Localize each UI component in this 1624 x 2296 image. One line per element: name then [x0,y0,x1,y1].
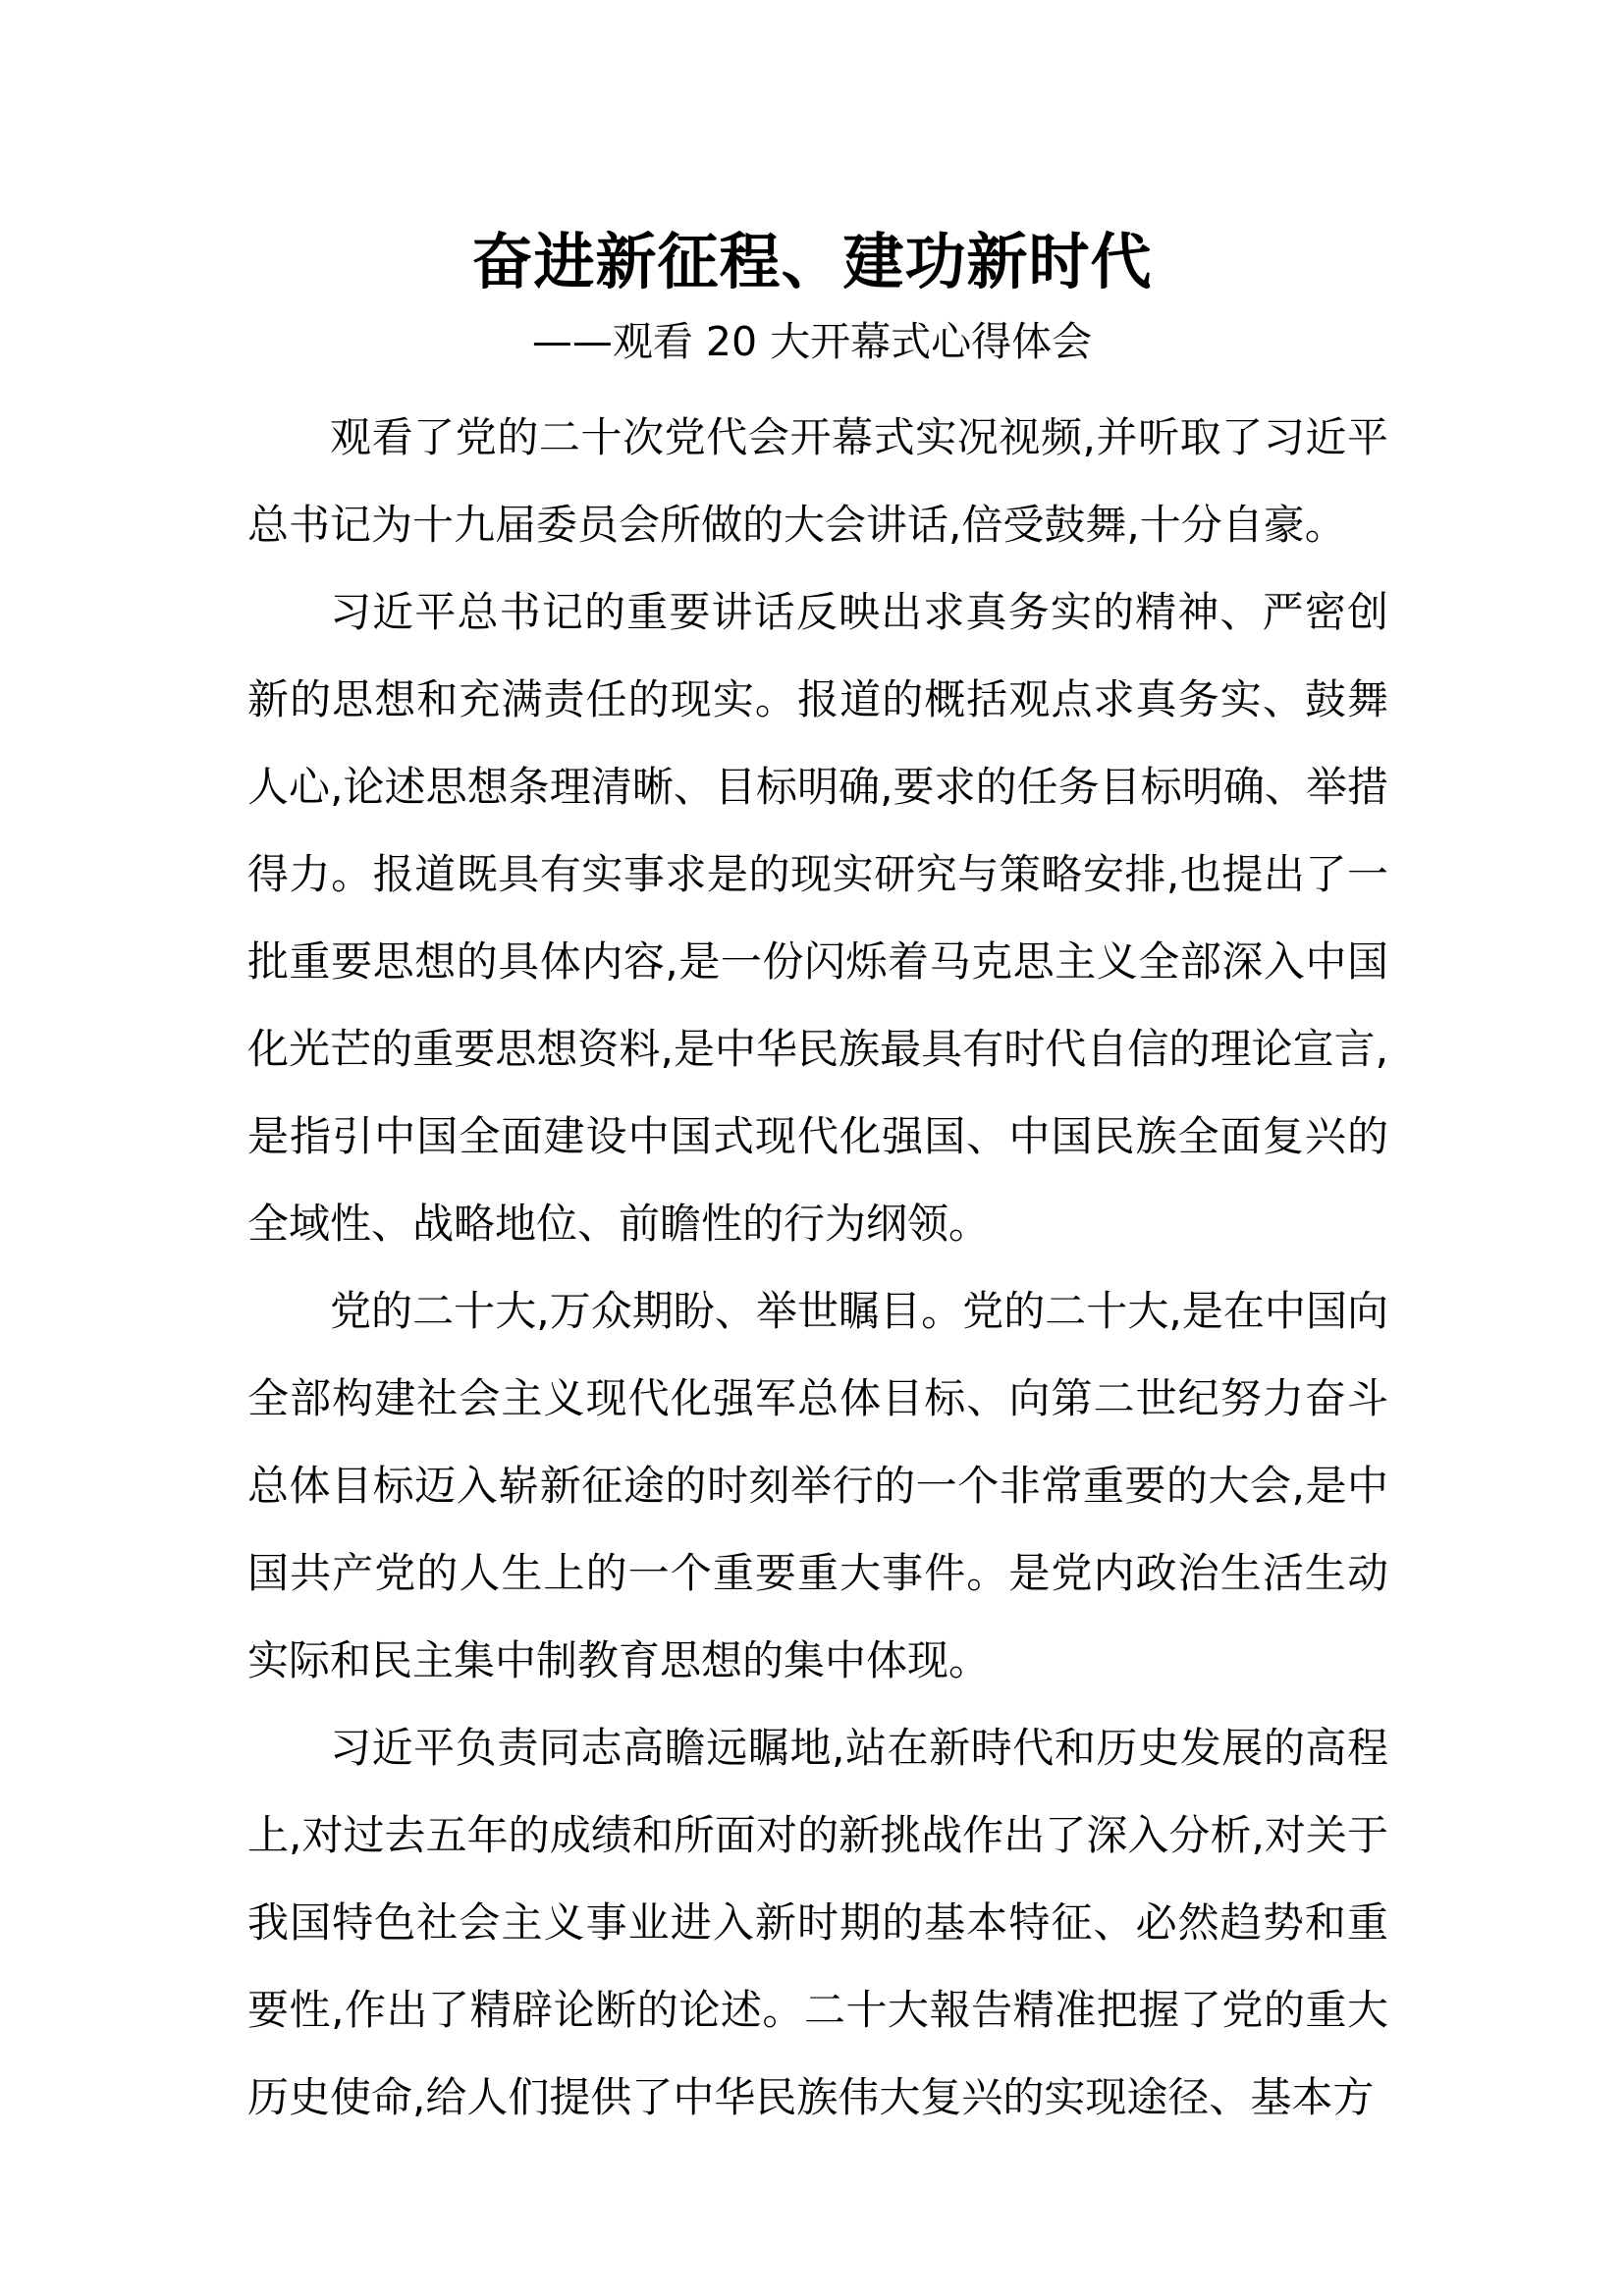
paragraph: 党的二十大,万众期盼、举世瞩目。党的二十大,是在中国向全部构建社会主义现代化强军总体目标、向第二世纪努力奋斗总体目标迈入崭新征途的时刻举行的一个非常重要的大会,是中国共产党的人生上的一个重要重大事件。是党内政治生活生动实际和民主集中制教育思想的集中体现。 [247,1287,1388,1684]
document-subtitle: ——观看 20 大开幕式心得体会 [531,318,1093,365]
paragraph: 习近平负责同志高瞻远瞩地,站在新時代和历史发展的高程上,对过去五年的成绩和所面对的新挑战作出了深入分析,对关于我国特色社会主义事业进入新时期的基本特征、必然趋势和重要性,作出了精辟论断的论述。二十大報告精准把握了党的重大历史使命,给人们提供了中华民族伟大复兴的实现途径、基本方 [247,1724,1388,2121]
paragraph: 观看了党的二十次党代会开幕式实况视频,并听取了习近平总书记为十九届委员会所做的大会讲话,倍受鼓舞,十分自豪。 [247,413,1388,549]
paragraph: 习近平总书记的重要讲话反映出求真务实的精神、严密创新的思想和充满责任的现实。报道的概括观点求真务实、鼓舞人心,论述思想条理清晰、目标明确,要求的任务目标明确、举措得力。报道既具有实事求是的现实研究与策略安排,也提出了一批重要思想的具体内容,是一份闪烁着马克思主义全部深入中国化光芒的重要思想资料,是中华民族最具有时代自信的理论宣言,是指引中国全面建设中国式现代化强国、中国民族全面复兴的全域性、战略地位、前瞻性的行为纲领。 [247,588,1388,1248]
document-body [247,394,1388,2141]
document-title: 奋进新征程、建功新时代 [471,226,1153,297]
